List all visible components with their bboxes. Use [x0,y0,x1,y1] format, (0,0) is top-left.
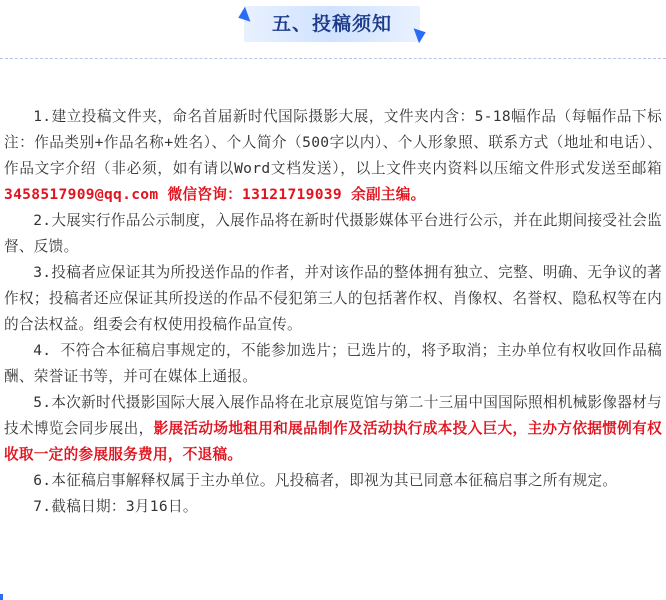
paragraph-5 [4,390,662,468]
corner-accent [0,594,3,600]
section-title: 五、投稿须知 [271,13,392,35]
paragraph-6: 6.本征稿启事解释权属于主办单位。凡投稿者，即视为其已同意本征稿启事之所有规定。 [33,472,618,489]
paragraph-2: 2.大展实行作品公示制度，入展作品将在新时代摄影媒体平台进行公示，并在此期间接受社会监督、反馈。 [4,212,663,255]
section-header [244,6,420,42]
paragraph-7: 7.截稿日期：3月16日。 [33,498,198,515]
fee-notice: 影展活动场地租用和展品制作及活动执行成本投入巨大，主办方依据惯例有权收取一定的参展服务费用，不退稿。 [4,420,662,463]
paragraph-1 [4,104,662,208]
wechat-consult: 微信咨询：13121719039 余副主编。 [167,186,426,203]
paragraph-1-text: 1.建立投稿文件夹，命名首届新时代国际摄影大展，文件夹内含：5-18幅作品（每幅作品下标注：作品类别+作品名称+姓名）、个人简介（500字以内）、个人形象照、联系方式（地址和电话）、作品文字介绍（非必须，如有请以Word文档发送），以上文件夹内资料以压缩文件形式发送至邮箱 [4,108,662,177]
paragraph-1-gap [158,186,167,203]
paragraph-4: 4. 不符合本征稿启事规定的，不能参加选片；已选片的，将予取消；主办单位有权收回作品稿酬、荣誉证书等，并可在媒体上通报。 [4,342,662,385]
section-divider [0,58,666,59]
submission-email: 3458517909@qq.com [4,186,159,203]
paragraph-3: 3.投稿者应保证其为所投送作品的作者，并对该作品的整体拥有独立、完整、明确、无争议的著作权；投稿者还应保证其所投送的作品不侵犯第三人的包括著作权、肖像权、名誉权、隐私权等在内的合法权益。组委会有权使用投稿作品宣传。 [4,264,663,333]
notice-content [4,104,662,520]
paragraph-5-text: 5.本次新时代摄影国际大展入展作品将在北京展览馆与第二十三届中国国际照相机械影像器材与技术博览会同步展出， [4,394,663,437]
